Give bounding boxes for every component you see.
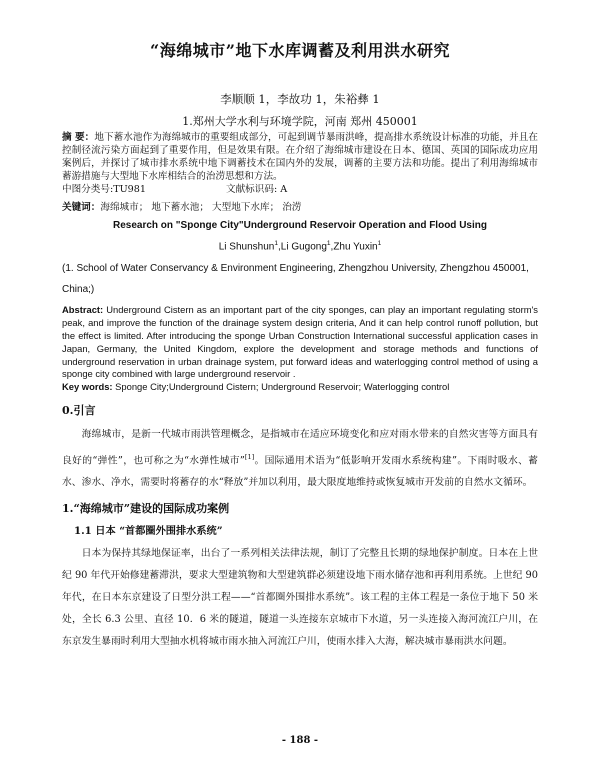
section-0-text-a: 海绵城市，是新一代城市雨洪管理概念，是指城市在适应环境变化和应对雨水带来的自然灾害等方面具有良好的“弹性”，也可称之为“水弹性城市” <box>62 428 538 467</box>
keywords-en-label: Key words: <box>62 381 113 393</box>
keywords-cn-text: 海绵城市； 地下蓄水池； 大型地下水库； 治涝 <box>100 202 302 213</box>
authors-cn: 李顺顺 1，李故功 1，朱裕彝 1 <box>220 92 380 106</box>
subsection-1-1-heading: 1.1 日本 “首都圈外围排水系统” <box>74 525 223 538</box>
affiliation-en: (1. School of Water Conservancy & Environment Engineering, Zhengzhou University, Zhengzhou 450001, China;) <box>62 263 529 296</box>
keywords-cn-label: 关键词： <box>62 202 101 213</box>
keywords-en <box>62 381 538 394</box>
author-3-sup: 1 <box>377 240 382 247</box>
abstract-cn-text: 地下蓄水池作为海绵城市的重要组成部分，可起到调节暴雨洪峰，提高排水系统设计标准的功能，并且在控制径流污染方面起到了重要作用，但是效果有限。在介绍了海绵城市建设在日本、德国、英国的国际成功应用案例后，并探讨了城市排水系统中地下调蓄技术在国内外的发展，调蓄的主要方法和功能。提出了利用海绵城市蓄游措施与大型地下水库相结合的治涝思想和方法。 <box>62 132 539 182</box>
section-1-heading: 1.“海绵城市”建设的国际成功案例 <box>62 502 230 516</box>
citation-1: [1] <box>244 452 255 461</box>
page-number: - 188 - <box>281 735 319 746</box>
section-0-paragraph <box>62 424 538 494</box>
abstract-en-label: Abstract: <box>62 304 104 316</box>
section-0-text-b: 。国际通用术语为“低影响开发雨水系统构建”。下雨时吸水、蓄水、渗水、净水，需要时将蓄存的水“释放”并加以利用，最大限度地维持或恢复城市开发前的自然水文循环。 <box>62 455 538 489</box>
author-3: ,Zhu Yuxin <box>330 241 378 253</box>
abstract-cn <box>62 131 538 183</box>
author-1: Li Shunshun <box>218 241 275 253</box>
paper-title: “海绵城市”地下水库调蓄及利用洪水研究 <box>150 41 450 60</box>
authors-en <box>62 240 538 252</box>
abstract-en-text: Underground Cistern as an important part of the city sponges, can play an important regulating storm's peak, and improve the function of the drainage system design criteria, And it can help control runoff pollution, but the effect is limited. After introducing the sponge Urban Construction International successful application cases in Japan, Germany, the United Kingdom, explore the development and storage methods and functions of underground reservation in urban drainage system, put forward ideas and waterlogging control method of using a sponge city combined with large underground reservoir . <box>62 304 538 380</box>
clc-number: 中图分类号:TU981 <box>62 184 146 195</box>
abstract-cn-label: 摘 要： <box>62 132 95 143</box>
abstract-en <box>62 304 538 381</box>
keywords-en-text: Sponge City;Underground Cistern; Underground Reservoir; Waterlogging control <box>115 381 450 393</box>
section-0-heading: 0.引言 <box>62 403 96 417</box>
keywords-cn <box>62 201 538 214</box>
author-2: ,Li Gugong <box>277 241 327 253</box>
classification-line <box>62 183 538 196</box>
affiliation-cn: 1.郑州大学水利与环境学院，河南 郑州 450001 <box>182 115 418 128</box>
document-code: 文献标识码: A <box>226 184 288 195</box>
author-1-sup: 1 <box>274 240 278 247</box>
author-2-sup: 1 <box>326 240 331 247</box>
section-1-1-paragraph: 日本为保持其绿地保证率，出台了一系列相关法律法规，制订了完整且长期的绿地保护制度。日本在上世纪 90 年代开始修建蓄滞洪，要求大型建筑物和大型建筑群必须建设地下雨水储存池和再利用系统。上世纪 90 年代，在日本东京建设了日型分洪工程——“首都圈外围排水系统”。该工程的主体工程是一条位于地下 50 米处，全长 6.3 公里、直径 10．6 米的隧道，隧道一头连接东京城市下水道，另一头连接入海河流江户川，在东京发生暴雨时利用大型抽水机将城市雨水抽入河流江户川，使雨水排入大海，解决城市暴雨洪水问题。 <box>62 548 538 648</box>
paper-title-en: Research on "Sponge City"Underground Reservoir Operation and Flood Using <box>113 220 487 231</box>
